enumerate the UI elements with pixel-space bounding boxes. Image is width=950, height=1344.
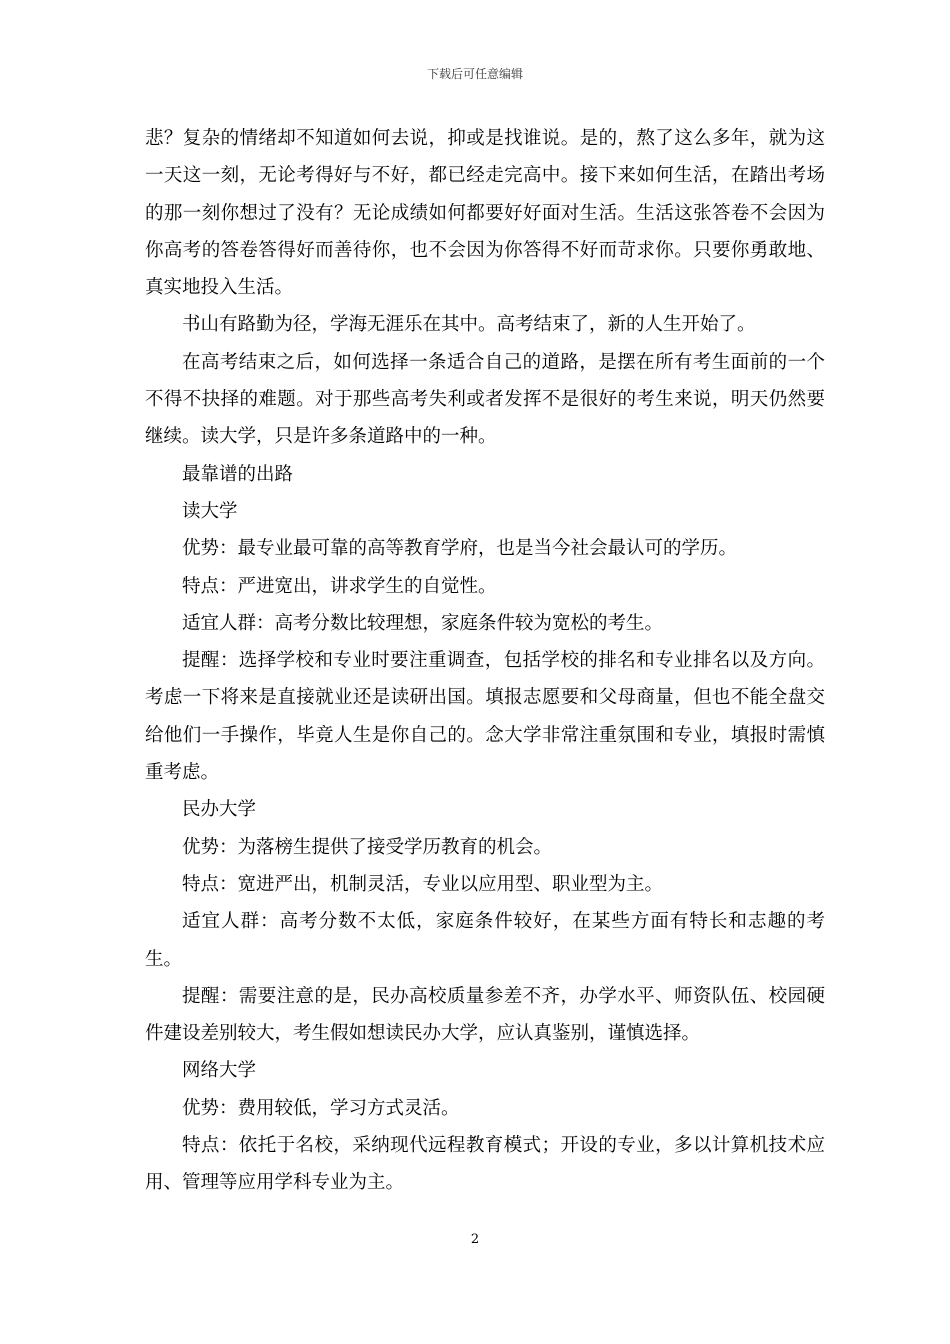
paragraph: 特点：严进宽出，讲求学生的自觉性。: [182, 575, 497, 597]
paragraph: 在高考结束之后，如何选择一条适合自己的道路，是摆在所有考生面前的一个不得不抉择的难题。对于那些高考失利或者发挥不是很好的考生来说，明天仍然要继续。读大学，只是许多条道路中的一种。: [145, 351, 825, 448]
document-body: [145, 120, 825, 1202]
paragraph: 书山有路勤为径，学海无涯乐在其中。高考结束了，新的人生开始了。: [182, 314, 756, 336]
paragraph: 适宜人群：高考分数不太低，家庭条件较好，在某些方面有特长和志趣的考生。: [145, 911, 825, 970]
paragraph: 特点：依托于名校，采纳现代远程教育模式；开设的专业，多以计算机技术应用、管理等应用学科专业为主。: [145, 1135, 825, 1194]
paragraph: 特点：宽进严出，机制灵活，专业以应用型、职业型为主。: [182, 873, 664, 895]
paragraph: 悲？复杂的情绪却不知道如何去说，抑或是找谁说。是的，熬了这么多年，就为这一天这一刻，无论考得好与不好，都已经走完高中。接下来如何生活，在踏出考场的那一刻你想过了没有？无论成绩如何都要好好面对生活。生活这张答卷不会因为你高考的答卷答得好而善待你，也不会因为你答得不好而苛求你。只要你勇敢地、真实地投入生活。: [145, 128, 825, 299]
page-header: 下载后可任意编辑: [426, 67, 523, 81]
subsection-heading: 民办大学: [182, 799, 257, 821]
paragraph: 优势：最专业最可靠的高等教育学府，也是当今社会最认可的学历。: [182, 538, 738, 560]
paragraph: 优势：为落榜生提供了接受学历教育的机会。: [182, 836, 553, 858]
page-number: 2: [470, 1232, 480, 1247]
paragraph: 提醒：需要注意的是，民办高校质量参差不齐，办学水平、师资队伍、校园硬件建设差别较大，考生假如想读民办大学，应认真鉴别，谨慎选择。: [145, 985, 825, 1045]
paragraph: 优势：费用较低，学习方式灵活。: [182, 1097, 460, 1119]
paragraph: 提醒：选择学校和专业时要注重调查，包括学校的排名和专业排名以及方向。考虑一下将来是直接就业还是读研出国。填报志愿要和父母商量，但也不能全盘交给他们一手操作，毕竟人生是你自己的。念大学非常注重氛围和专业，填报时需慎重考虑。: [145, 650, 825, 784]
section-heading: 最靠谱的出路: [182, 463, 294, 485]
subsection-heading: 读大学: [182, 500, 238, 522]
subsection-heading: 网络大学: [182, 1060, 257, 1082]
paragraph: 适宜人群：高考分数比较理想，家庭条件较为宽松的考生。: [182, 612, 664, 634]
